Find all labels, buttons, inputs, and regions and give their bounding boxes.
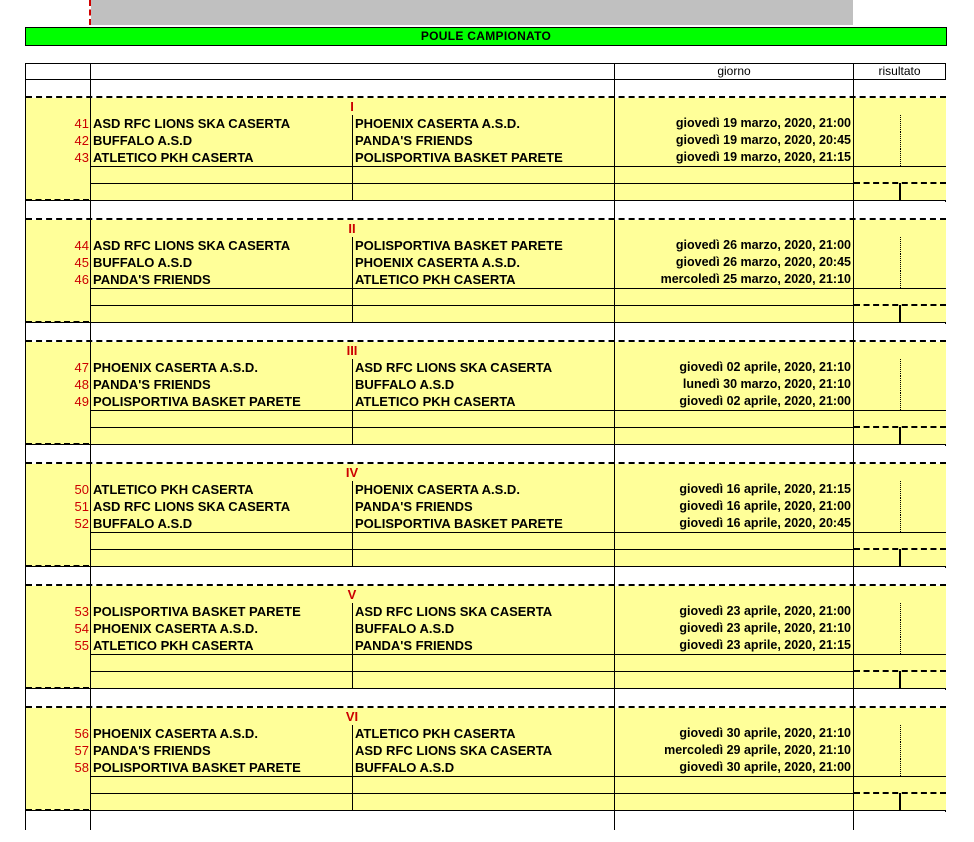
away-team: PHOENIX CASERTA A.S.D. xyxy=(355,482,520,497)
home-team: POLISPORTIVA BASKET PARETE xyxy=(93,394,301,409)
result-split xyxy=(900,742,901,759)
away-team: PHOENIX CASERTA A.S.D. xyxy=(355,116,520,131)
row-line xyxy=(91,654,946,655)
result-split xyxy=(900,237,901,254)
left-dash xyxy=(26,321,89,323)
row-line xyxy=(91,305,853,306)
match-number: 43 xyxy=(74,150,89,165)
home-team: BUFFALO A.S.D xyxy=(93,516,193,531)
round-label: IV xyxy=(345,465,359,480)
match-number: 54 xyxy=(74,621,89,636)
match-number: 55 xyxy=(74,638,89,653)
col-divider-number xyxy=(90,63,91,830)
table-row xyxy=(26,671,946,688)
match-number: 41 xyxy=(74,116,89,131)
table-row xyxy=(26,654,946,671)
column-marker xyxy=(89,0,91,25)
result-split xyxy=(900,132,901,149)
away-team: PHOENIX CASERTA A.S.D. xyxy=(355,255,520,270)
match-date: giovedì 02 aprile, 2020, 21:00 xyxy=(679,394,851,408)
away-team: PANDA'S FRIENDS xyxy=(355,133,473,148)
match-number: 47 xyxy=(74,360,89,375)
row-line xyxy=(91,183,853,184)
home-team: ASD RFC LIONS SKA CASERTA xyxy=(93,238,291,253)
away-team: BUFFALO A.S.D xyxy=(355,621,455,636)
table-row xyxy=(26,410,946,427)
row-line xyxy=(91,793,853,794)
result-split xyxy=(900,620,901,637)
spacer-row xyxy=(26,812,946,842)
table-row xyxy=(26,549,946,566)
row-line xyxy=(91,532,946,533)
spacer-row xyxy=(26,202,946,219)
home-team: PANDA'S FRIENDS xyxy=(93,743,211,758)
match-number: 45 xyxy=(74,255,89,270)
match-number: 53 xyxy=(74,604,89,619)
table-row xyxy=(26,532,946,549)
away-team: BUFFALO A.S.D xyxy=(355,760,455,775)
match-number: 46 xyxy=(74,272,89,287)
result-split xyxy=(900,115,901,132)
team-divider xyxy=(352,725,353,810)
match-date: giovedì 02 aprile, 2020, 21:10 xyxy=(679,360,851,374)
row-line xyxy=(91,410,946,411)
team-divider xyxy=(352,115,353,200)
result-split-solid xyxy=(899,549,901,566)
table-row xyxy=(26,166,946,183)
match-date: giovedì 23 aprile, 2020, 21:10 xyxy=(679,621,851,635)
match-date: giovedì 16 aprile, 2020, 20:45 xyxy=(679,516,851,530)
spacer-row xyxy=(26,324,946,341)
home-team: ASD RFC LIONS SKA CASERTA xyxy=(93,116,291,131)
round-label: V xyxy=(347,587,357,602)
away-team: ASD RFC LIONS SKA CASERTA xyxy=(355,360,553,375)
away-team: ATLETICO PKH CASERTA xyxy=(355,272,516,287)
match-number: 48 xyxy=(74,377,89,392)
result-split-solid xyxy=(899,793,901,810)
home-team: ATLETICO PKH CASERTA xyxy=(93,482,254,497)
round-label: II xyxy=(348,221,356,236)
block-bottom-line xyxy=(26,688,946,689)
result-split-solid xyxy=(899,427,901,444)
match-number: 49 xyxy=(74,394,89,409)
table-row xyxy=(26,427,946,444)
home-team: PHOENIX CASERTA A.S.D. xyxy=(93,360,258,375)
row-line xyxy=(91,166,946,167)
home-team: BUFFALO A.S.D xyxy=(93,255,193,270)
result-split xyxy=(900,271,901,288)
block-bottom-line xyxy=(26,200,946,201)
block-bottom-line xyxy=(26,322,946,323)
home-team: ASD RFC LIONS SKA CASERTA xyxy=(93,499,291,514)
home-team: PHOENIX CASERTA A.S.D. xyxy=(93,621,258,636)
table-row xyxy=(26,305,946,322)
match-date: mercoledì 25 marzo, 2020, 21:10 xyxy=(660,272,851,286)
left-dash xyxy=(26,809,89,811)
left-dash xyxy=(26,443,89,445)
match-number: 56 xyxy=(74,726,89,741)
result-split xyxy=(900,149,901,166)
team-divider xyxy=(352,481,353,566)
row-line xyxy=(91,549,853,550)
home-team: POLISPORTIVA BASKET PARETE xyxy=(93,760,301,775)
home-team: ATLETICO PKH CASERTA xyxy=(93,150,254,165)
result-split xyxy=(900,603,901,620)
spacer-row xyxy=(26,80,946,97)
match-number: 50 xyxy=(74,482,89,497)
result-split-solid xyxy=(899,183,901,200)
away-team: ATLETICO PKH CASERTA xyxy=(355,394,516,409)
away-team: BUFFALO A.S.D xyxy=(355,377,455,392)
team-divider xyxy=(352,359,353,444)
table-row xyxy=(26,776,946,793)
away-team: POLISPORTIVA BASKET PARETE xyxy=(355,238,563,253)
result-split xyxy=(900,376,901,393)
home-team: ATLETICO PKH CASERTA xyxy=(93,638,254,653)
result-column-header: risultato xyxy=(853,63,946,80)
col-divider-result xyxy=(853,63,854,830)
match-date: giovedì 16 aprile, 2020, 21:00 xyxy=(679,499,851,513)
match-date: giovedì 19 marzo, 2020, 21:15 xyxy=(675,150,851,164)
match-number: 44 xyxy=(74,238,89,253)
spacer-row xyxy=(26,690,946,707)
col-divider-date xyxy=(614,63,615,830)
spacer-row xyxy=(26,568,946,585)
result-split xyxy=(900,498,901,515)
away-team: POLISPORTIVA BASKET PARETE xyxy=(355,516,563,531)
away-team: ASD RFC LIONS SKA CASERTA xyxy=(355,743,553,758)
match-date: giovedì 26 marzo, 2020, 21:00 xyxy=(675,238,851,252)
page-title: POULE CAMPIONATO xyxy=(25,27,947,46)
block-bottom-line xyxy=(26,444,946,445)
left-dash xyxy=(26,687,89,689)
team-divider xyxy=(352,237,353,322)
round-label: I xyxy=(350,99,354,114)
row-line xyxy=(91,776,946,777)
match-date: giovedì 16 aprile, 2020, 21:15 xyxy=(679,482,851,496)
result-split xyxy=(900,359,901,376)
match-number: 51 xyxy=(74,499,89,514)
match-date: mercoledì 29 aprile, 2020, 21:10 xyxy=(664,743,851,757)
result-split xyxy=(900,393,901,410)
result-split xyxy=(900,481,901,498)
result-split-solid xyxy=(899,671,901,688)
match-number: 52 xyxy=(74,516,89,531)
top-header-band xyxy=(91,0,853,25)
match-number: 42 xyxy=(74,133,89,148)
match-date: giovedì 19 marzo, 2020, 21:00 xyxy=(675,116,851,130)
away-team: ASD RFC LIONS SKA CASERTA xyxy=(355,604,553,619)
away-team: ATLETICO PKH CASERTA xyxy=(355,726,516,741)
away-team: PANDA'S FRIENDS xyxy=(355,499,473,514)
row-line xyxy=(91,427,853,428)
round-label: III xyxy=(346,343,358,358)
team-divider xyxy=(352,603,353,688)
round-label: VI xyxy=(345,709,359,724)
result-split xyxy=(900,725,901,742)
match-number: 58 xyxy=(74,760,89,775)
date-column-header: giorno xyxy=(615,63,853,80)
result-split-solid xyxy=(899,305,901,322)
spacer-row xyxy=(26,446,946,463)
away-team: POLISPORTIVA BASKET PARETE xyxy=(355,150,563,165)
result-split xyxy=(900,637,901,654)
table-row xyxy=(26,288,946,305)
block-bottom-line xyxy=(26,566,946,567)
match-date: giovedì 30 aprile, 2020, 21:10 xyxy=(679,726,851,740)
row-line xyxy=(91,671,853,672)
match-date: giovedì 19 marzo, 2020, 20:45 xyxy=(675,133,851,147)
home-team: PANDA'S FRIENDS xyxy=(93,272,211,287)
result-split xyxy=(900,515,901,532)
match-date: giovedì 23 aprile, 2020, 21:15 xyxy=(679,638,851,652)
table-row xyxy=(26,183,946,200)
home-team: BUFFALO A.S.D xyxy=(93,133,193,148)
left-dash xyxy=(26,199,89,201)
match-date: giovedì 30 aprile, 2020, 21:00 xyxy=(679,760,851,774)
match-date: giovedì 26 marzo, 2020, 20:45 xyxy=(675,255,851,269)
row-line xyxy=(91,288,946,289)
result-split xyxy=(900,254,901,271)
away-team: PANDA'S FRIENDS xyxy=(355,638,473,653)
result-split xyxy=(900,759,901,776)
block-bottom-line xyxy=(26,810,946,811)
match-number: 57 xyxy=(74,743,89,758)
home-team: PHOENIX CASERTA A.S.D. xyxy=(93,726,258,741)
match-date: lunedì 30 marzo, 2020, 21:10 xyxy=(682,377,851,391)
match-date: giovedì 23 aprile, 2020, 21:00 xyxy=(679,604,851,618)
table-row xyxy=(26,793,946,810)
home-team: POLISPORTIVA BASKET PARETE xyxy=(93,604,301,619)
left-dash xyxy=(26,565,89,567)
home-team: PANDA'S FRIENDS xyxy=(93,377,211,392)
